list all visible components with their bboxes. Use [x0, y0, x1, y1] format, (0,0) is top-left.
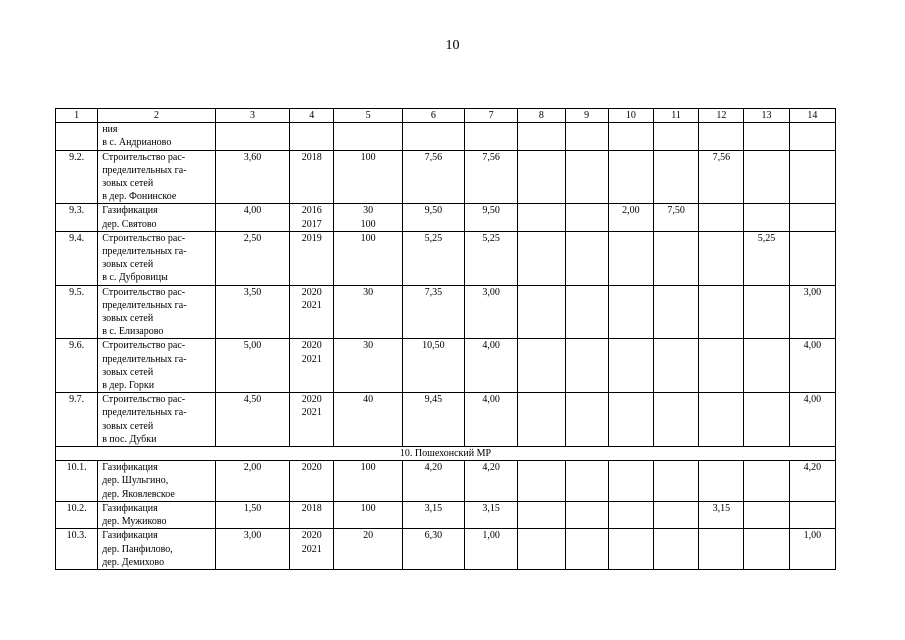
value-cell	[608, 231, 653, 285]
value-cell: 2020 2021	[290, 393, 334, 447]
value-cell: 2,00	[215, 461, 289, 502]
column-number-header: 1	[56, 109, 98, 123]
table-row	[56, 123, 836, 150]
column-number-header: 3	[215, 109, 289, 123]
value-cell: 2020	[290, 461, 334, 502]
value-cell	[744, 285, 789, 339]
row-number-cell: 9.2.	[56, 150, 98, 204]
value-cell	[402, 123, 464, 150]
value-cell: 100	[334, 150, 402, 204]
table-row	[56, 339, 836, 393]
row-number-cell: 9.3.	[56, 204, 98, 231]
value-cell	[608, 150, 653, 204]
value-cell	[653, 123, 698, 150]
value-cell: 3,00	[789, 285, 835, 339]
value-cell: 2019	[290, 231, 334, 285]
value-cell: 2018	[290, 150, 334, 204]
value-cell	[699, 461, 744, 502]
value-cell: 1,00	[465, 529, 518, 570]
table-row	[56, 204, 836, 231]
row-number-cell: 9.6.	[56, 339, 98, 393]
value-cell: 10,50	[402, 339, 464, 393]
value-cell: 3,00	[215, 529, 289, 570]
value-cell	[608, 285, 653, 339]
column-number-header: 8	[518, 109, 565, 123]
value-cell	[653, 501, 698, 528]
value-cell	[789, 150, 835, 204]
row-number-cell: 9.7.	[56, 393, 98, 447]
table-row	[56, 461, 836, 502]
value-cell	[699, 204, 744, 231]
value-cell	[608, 123, 653, 150]
value-cell	[744, 501, 789, 528]
table-row	[56, 285, 836, 339]
table-header-row	[56, 109, 836, 123]
value-cell: 3,15	[465, 501, 518, 528]
value-cell: 3,00	[465, 285, 518, 339]
value-cell: 7,35	[402, 285, 464, 339]
value-cell: 9,45	[402, 393, 464, 447]
value-cell: 7,56	[402, 150, 464, 204]
value-cell	[608, 529, 653, 570]
table-row	[56, 393, 836, 447]
value-cell: 4,00	[215, 204, 289, 231]
column-number-header: 5	[334, 109, 402, 123]
value-cell	[518, 461, 565, 502]
value-cell	[518, 393, 565, 447]
value-cell: 7,56	[699, 150, 744, 204]
value-cell	[699, 339, 744, 393]
value-cell	[565, 529, 608, 570]
value-cell	[653, 529, 698, 570]
value-cell: 2016 2017	[290, 204, 334, 231]
value-cell	[789, 204, 835, 231]
value-cell: 30	[334, 285, 402, 339]
object-name-cell: Газификация дер. Шульгино, дер. Яковлевское	[98, 461, 216, 502]
column-number-header: 9	[565, 109, 608, 123]
section-title: 10. Пошехонский МР	[56, 447, 836, 461]
value-cell: 4,00	[789, 393, 835, 447]
value-cell	[518, 339, 565, 393]
column-number-header: 2	[98, 109, 216, 123]
row-number-cell: 9.4.	[56, 231, 98, 285]
value-cell	[518, 231, 565, 285]
value-cell	[653, 150, 698, 204]
value-cell	[518, 501, 565, 528]
value-cell: 2020 2021	[290, 529, 334, 570]
value-cell	[565, 393, 608, 447]
value-cell	[699, 231, 744, 285]
object-name-cell: Строительство рас- пределительных га- зовых сетей в с. Дубровицы	[98, 231, 216, 285]
value-cell: 3,50	[215, 285, 289, 339]
value-cell: 3,60	[215, 150, 289, 204]
section-header-row	[56, 447, 836, 461]
column-number-header: 14	[789, 109, 835, 123]
value-cell: 5,00	[215, 339, 289, 393]
value-cell	[699, 393, 744, 447]
table-row	[56, 529, 836, 570]
object-name-cell: Строительство рас- пределительных га- зовых сетей в пос. Дубки	[98, 393, 216, 447]
table-row	[56, 231, 836, 285]
value-cell	[518, 150, 565, 204]
value-cell	[215, 123, 289, 150]
value-cell: 1,50	[215, 501, 289, 528]
row-number-cell: 10.2.	[56, 501, 98, 528]
value-cell	[699, 285, 744, 339]
value-cell	[744, 393, 789, 447]
value-cell: 4,20	[402, 461, 464, 502]
value-cell	[290, 123, 334, 150]
column-number-header: 4	[290, 109, 334, 123]
value-cell: 2020 2021	[290, 339, 334, 393]
row-number-cell: 9.5.	[56, 285, 98, 339]
value-cell	[518, 204, 565, 231]
object-name-cell: Газификация дер. Панфилово, дер. Демихово	[98, 529, 216, 570]
value-cell: 20	[334, 529, 402, 570]
value-cell	[565, 150, 608, 204]
value-cell	[518, 123, 565, 150]
value-cell	[699, 123, 744, 150]
table-row	[56, 150, 836, 204]
value-cell: 30 100	[334, 204, 402, 231]
value-cell: 4,00	[465, 393, 518, 447]
value-cell	[518, 529, 565, 570]
value-cell: 1,00	[789, 529, 835, 570]
value-cell: 2,50	[215, 231, 289, 285]
value-cell	[565, 339, 608, 393]
row-number-cell	[56, 123, 98, 150]
value-cell: 4,20	[789, 461, 835, 502]
value-cell: 4,00	[465, 339, 518, 393]
value-cell: 4,00	[789, 339, 835, 393]
value-cell	[565, 204, 608, 231]
value-cell	[565, 231, 608, 285]
object-name-cell: Строительство рас- пределительных га- зовых сетей в дер. Горки	[98, 339, 216, 393]
value-cell	[653, 461, 698, 502]
value-cell: 30	[334, 339, 402, 393]
object-name-cell: ния в с. Андрианово	[98, 123, 216, 150]
value-cell: 5,25	[465, 231, 518, 285]
object-name-cell: Строительство рас- пределительных га- зовых сетей в дер. Фонинское	[98, 150, 216, 204]
value-cell	[789, 231, 835, 285]
value-cell	[744, 529, 789, 570]
value-cell	[653, 393, 698, 447]
value-cell	[608, 339, 653, 393]
value-cell	[565, 285, 608, 339]
value-cell: 3,15	[402, 501, 464, 528]
value-cell: 4,20	[465, 461, 518, 502]
value-cell: 4,50	[215, 393, 289, 447]
value-cell	[565, 501, 608, 528]
value-cell	[744, 204, 789, 231]
table-row	[56, 501, 836, 528]
value-cell: 2018	[290, 501, 334, 528]
value-cell	[744, 123, 789, 150]
value-cell: 40	[334, 393, 402, 447]
value-cell	[565, 123, 608, 150]
column-number-header: 11	[653, 109, 698, 123]
value-cell	[608, 393, 653, 447]
value-cell	[789, 501, 835, 528]
value-cell: 6,30	[402, 529, 464, 570]
value-cell: 5,25	[744, 231, 789, 285]
value-cell: 3,15	[699, 501, 744, 528]
value-cell: 7,50	[653, 204, 698, 231]
value-cell: 2020 2021	[290, 285, 334, 339]
gasification-table	[55, 108, 836, 570]
value-cell	[608, 461, 653, 502]
value-cell: 100	[334, 231, 402, 285]
object-name-cell: Газификация дер. Мужиково	[98, 501, 216, 528]
value-cell	[465, 123, 518, 150]
value-cell	[653, 339, 698, 393]
object-name-cell: Строительство рас- пределительных га- зовых сетей в с. Елизарово	[98, 285, 216, 339]
value-cell	[334, 123, 402, 150]
value-cell	[565, 461, 608, 502]
object-name-cell: Газификация дер. Святово	[98, 204, 216, 231]
column-number-header: 6	[402, 109, 464, 123]
column-number-header: 13	[744, 109, 789, 123]
value-cell: 9,50	[465, 204, 518, 231]
value-cell: 9,50	[402, 204, 464, 231]
column-number-header: 12	[699, 109, 744, 123]
value-cell	[653, 285, 698, 339]
value-cell: 2,00	[608, 204, 653, 231]
value-cell: 100	[334, 461, 402, 502]
value-cell	[608, 501, 653, 528]
row-number-cell: 10.1.	[56, 461, 98, 502]
value-cell	[744, 150, 789, 204]
page-number: 10	[445, 38, 460, 53]
value-cell	[789, 123, 835, 150]
value-cell: 7,56	[465, 150, 518, 204]
value-cell	[518, 285, 565, 339]
column-number-header: 10	[608, 109, 653, 123]
value-cell	[744, 339, 789, 393]
value-cell	[744, 461, 789, 502]
value-cell	[653, 231, 698, 285]
value-cell: 5,25	[402, 231, 464, 285]
value-cell	[699, 529, 744, 570]
row-number-cell: 10.3.	[56, 529, 98, 570]
value-cell: 100	[334, 501, 402, 528]
column-number-header: 7	[465, 109, 518, 123]
